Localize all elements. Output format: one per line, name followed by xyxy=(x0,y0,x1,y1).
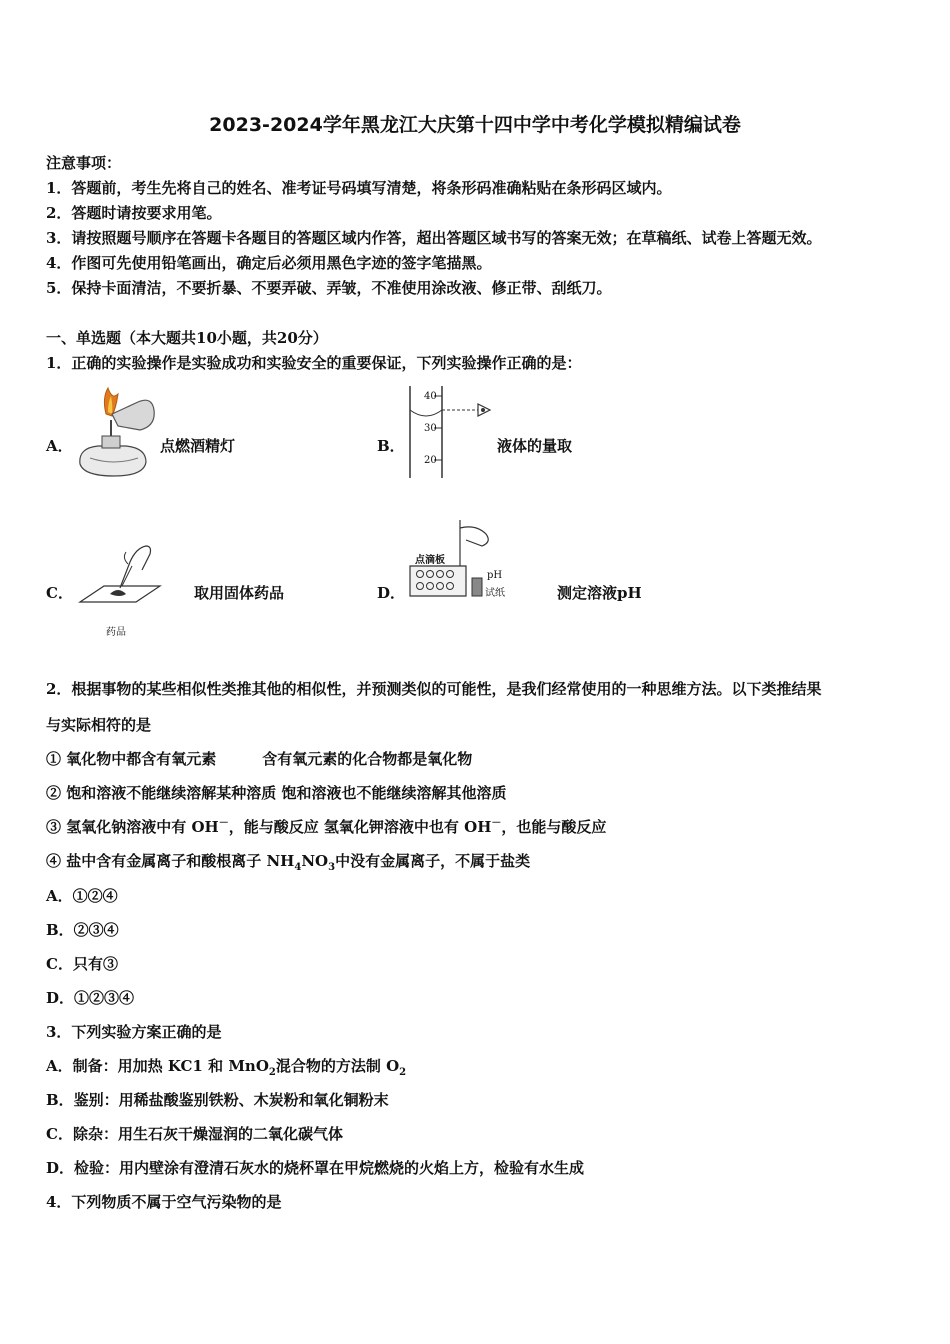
q3-option-a xyxy=(46,1055,406,1076)
q1-option-c-letter: C． xyxy=(46,584,73,602)
notice-item: 2．答题时请按要求用笔。 xyxy=(46,204,222,222)
q2-statement-3-part: ，能与酸反应 氢氧化钾溶液中也有 OH xyxy=(228,818,492,836)
q1-option-d-text: 测定溶液pH xyxy=(557,584,642,602)
q3-option-c: C．除杂：用生石灰干燥湿润的二氧化碳气体 xyxy=(46,1125,343,1143)
q2-statement-1-premise: ① 氧化物中都含有氧元素 xyxy=(46,750,217,768)
q3-option-b: B．鉴别：用稀盐酸鉴别铁粉、木炭粉和氧化铜粉末 xyxy=(46,1091,389,1109)
q1-option-c-text: 取用固体药品 xyxy=(194,584,285,602)
q2-statement-4-part: 中没有金属离子，不属于盐类 xyxy=(335,852,531,870)
q3-option-a-sub: 2 xyxy=(268,1067,276,1078)
q2-statement-3-sup: － xyxy=(491,818,502,829)
q2-statement-3-part: ，也能与酸反应 xyxy=(501,818,607,836)
q2-statement-4-part: NO xyxy=(301,852,329,870)
q2-option-a: A．①②④ xyxy=(46,887,118,905)
graduated-cylinder-figure xyxy=(404,384,496,480)
question-1-stem: 1．正确的实验操作是实验成功和实验安全的重要保证，下列实验操作正确的是： xyxy=(46,354,582,372)
q2-statement-4-part: ④ 盐中含有金属离子和酸根离子 NH xyxy=(46,852,295,870)
q1-option-a-text: 点燃酒精灯 xyxy=(160,437,236,455)
question-4-stem: 4．下列物质不属于空气污染物的是 xyxy=(46,1193,282,1211)
q2-option-d: D．①②③④ xyxy=(46,989,135,1007)
q1-option-a-letter: A． xyxy=(46,437,73,455)
q2-statement-2: ② 饱和溶液不能继续溶解某种溶质 饱和溶液也不能继续溶解其他溶质 xyxy=(46,784,507,802)
q2-option-b: B．②③④ xyxy=(46,921,119,939)
q1-option-b-text: 液体的量取 xyxy=(497,437,573,455)
alcohol-lamp-figure xyxy=(68,384,160,480)
page-title: 2023-2024学年黑龙江大庆第十四中学中考化学模拟精编试卷 xyxy=(209,114,741,136)
q3-option-a-part: 混合物的方法制 O xyxy=(275,1057,400,1075)
cylinder-tick-label: 40 xyxy=(424,391,437,402)
notice-item: 4．作图可先使用铅笔画出，确定后必须用黑色字迹的签字笔描黑。 xyxy=(46,254,492,272)
notice-item: 5．保持卡面清洁，不要折暴、不要弄破、弄皱，不准使用涂改液、修正带、刮纸刀。 xyxy=(46,279,612,297)
question-2-stem: 2．根据事物的某些相似性类推其他的相似性，并预测类似的可能性，是我们经常使用的一种思维方法。以下类推结果 xyxy=(46,680,822,698)
test-paper-label: 试纸 xyxy=(485,588,505,599)
q1-option-d-letter: D． xyxy=(377,584,406,602)
q2-statement-4-sub: 3 xyxy=(328,862,336,873)
section-heading: 一、单选题（本大题共10小题，共20分） xyxy=(46,329,328,347)
q2-statement-1-conclusion: 含有氧元素的化合物都是氧化物 xyxy=(262,750,473,768)
q2-option-c: C．只有③ xyxy=(46,955,118,973)
q2-statement-4 xyxy=(46,850,530,871)
q2-statement-3-part: ③ 氢氧化钠溶液中有 OH xyxy=(46,818,219,836)
q3-option-a-sub: 2 xyxy=(399,1067,407,1078)
q1-option-b-letter: B． xyxy=(377,437,405,455)
spot-plate-label: 点滴板 xyxy=(415,555,445,566)
q3-option-a-part: A．制备：用加热 KC1 和 MnO xyxy=(46,1057,269,1075)
notice-item: 3．请按照题号顺序在答题卡各题目的答题区域内作答，超出答题区域书写的答案无效；在草稿纸、试卷上答题无效。 xyxy=(46,229,822,247)
q2-statement-4-sub: 4 xyxy=(294,862,302,873)
question-3-stem: 3．下列实验方案正确的是 xyxy=(46,1023,222,1041)
cylinder-tick-label: 20 xyxy=(424,455,437,466)
q2-statement-1 xyxy=(46,748,472,769)
q2-statement-3 xyxy=(46,816,606,837)
notice-item: 1．答题前，考生先将自己的姓名、准考证号码填写清楚，将条形码准确粘贴在条形码区域内。 xyxy=(46,179,672,197)
question-2-stem-cont: 与实际相符的是 xyxy=(46,716,152,734)
q3-option-d: D．检验：用内壁涂有澄清石灰水的烧杯罩在甲烷燃烧的火焰上方，检验有水生成 xyxy=(46,1159,585,1177)
reagent-label: 药品 xyxy=(106,627,126,638)
q2-statement-3-sup: － xyxy=(218,818,229,829)
solid-reagent-figure xyxy=(70,540,166,620)
notice-heading: 注意事项： xyxy=(46,154,122,172)
ph-label: pH xyxy=(487,570,503,581)
cylinder-tick-label: 30 xyxy=(424,423,437,434)
